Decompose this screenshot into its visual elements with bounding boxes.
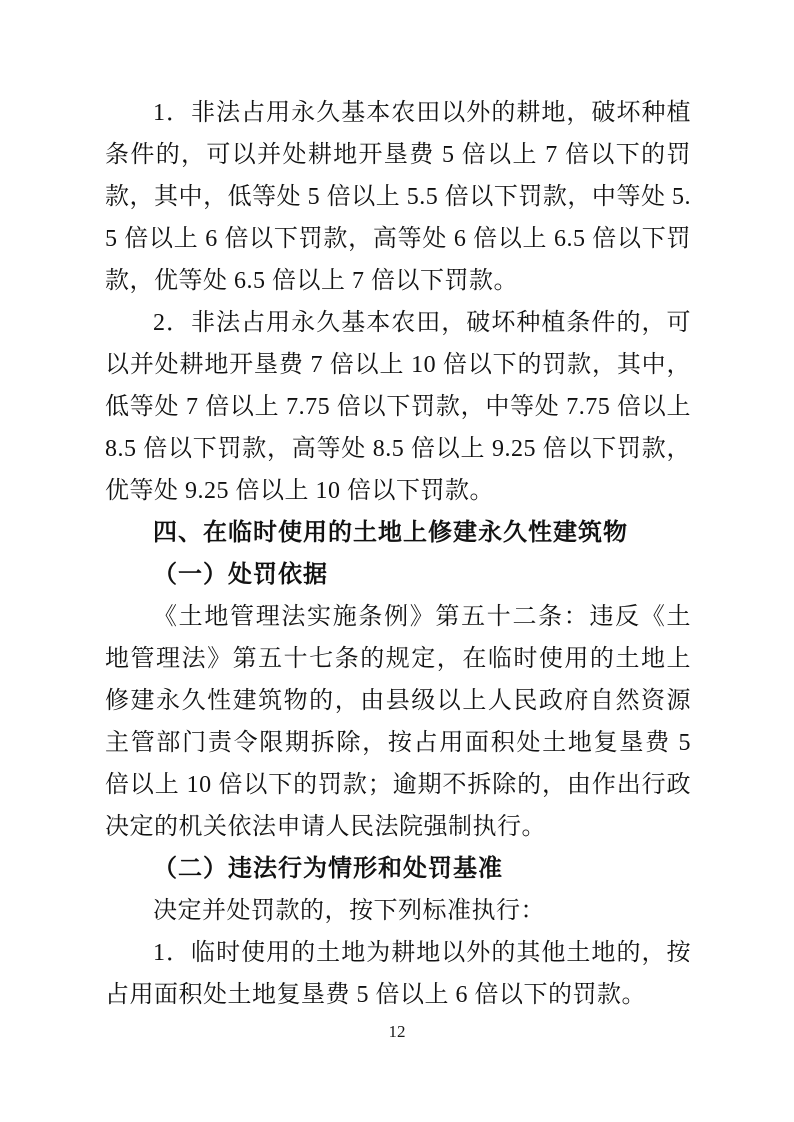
paragraph-penalty-tier-2: 2．非法占用永久基本农田，破坏种植条件的，可以并处耕地开垦费 7 倍以上 10 倍以下的罚款，其中，低等处 7 倍以上 7.75 倍以下罚款，中等处 7.75 倍以上 8.5 倍以下罚款，高等处 8.5 倍以上 9.25 倍以下罚款，优等处 9.25 倍以上 10 倍以下罚款。 (105, 310, 691, 504)
document-body (105, 92, 691, 1016)
page-number: 12 (388, 1022, 406, 1041)
subsection-heading-violation-standards: （二）违法行为情形和处罚基准 (153, 856, 503, 882)
paragraph-penalty-tier-1: 1．非法占用永久基本农田以外的耕地，破坏种植条件的，可以并处耕地开垦费 5 倍以上 7 倍以下的罚款，其中，低等处 5 倍以上 5.5 倍以下罚款，中等处 5.5 倍以上 6 倍以下罚款，高等处 6 倍以上 6.5 倍以下罚款，优等处 6.5 倍以上 7 倍以下罚款。 (105, 100, 691, 294)
paragraph-standards-item-1: 1．临时使用的土地为耕地以外的其他土地的，按占用面积处土地复垦费 5 倍以上 6 倍以下的罚款。 (105, 940, 691, 1008)
paragraph-legal-basis: 《土地管理法实施条例》第五十二条：违反《土地管理法》第五十七条的规定，在临时使用的土地上修建永久性建筑物的，由县级以上人民政府自然资源主管部门责令限期拆除，按占用面积处土地复垦费 5 倍以上 10 倍以下的罚款；逾期不拆除的，由作出行政决定的机关依法申请人民法院强制执行。 (105, 604, 691, 840)
section-heading-4: 四、在临时使用的土地上修建永久性建筑物 (153, 519, 628, 546)
paragraph-standards-intro: 决定并处罚款的，按下列标准执行： (153, 898, 545, 924)
subsection-heading-penalty-basis: （一）处罚依据 (153, 562, 328, 588)
